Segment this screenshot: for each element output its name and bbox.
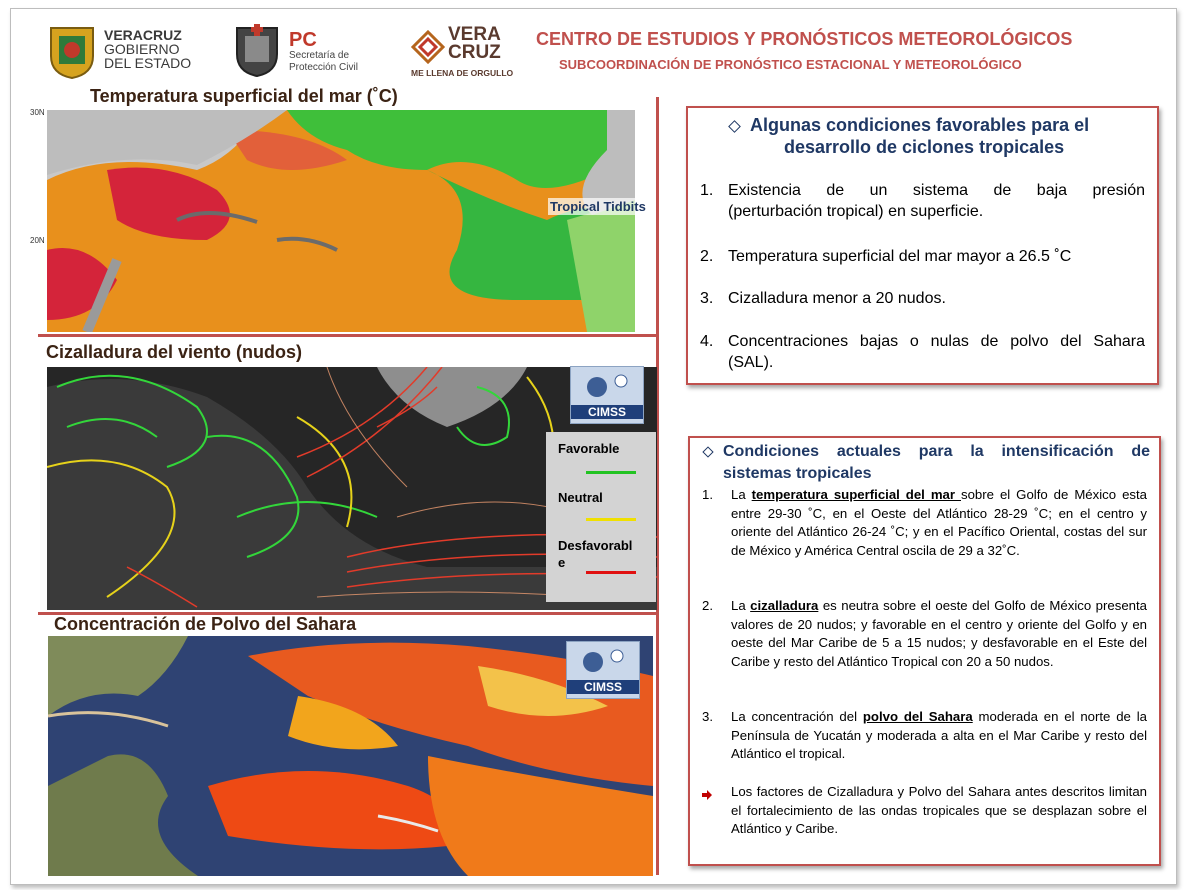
cimss-label-2: CIMSS [567, 680, 639, 694]
sst-map [47, 110, 635, 332]
cimss-logo-icon [570, 366, 644, 424]
proteccion-civil-shield-icon [231, 22, 283, 78]
logo-pc-line1: Secretaría de [289, 50, 350, 61]
page-subtitle: SUBCOORDINACIÓN DE PRONÓSTICO ESTACIONAL Y METEOROLÓGICO [559, 57, 1022, 72]
sst-section-title: Temperatura superficial del mar (˚C) [90, 86, 398, 106]
current-conditions-box [688, 436, 1161, 866]
condition-item-4-text-line2: (SAL). [728, 354, 774, 371]
condition-item-2-text: Temperatura superficial del mar mayor a 26.5 ˚C [728, 248, 1072, 265]
current-item-2-key: cizalladura [750, 598, 819, 613]
logo-vera-line1: VERA [448, 24, 501, 45]
current-item-3-text [702, 708, 1147, 764]
sst-lat-20n: 20N [30, 236, 45, 245]
condition-item-1 [700, 182, 1145, 221]
dust-section-title: Concentración de Polvo del Sahara [54, 614, 357, 634]
current-item-2 [702, 597, 1147, 671]
current-bullet-icon [702, 446, 713, 457]
current-item-1-number: 1. [702, 487, 713, 502]
legend-neutral-label: Neutral [558, 490, 603, 505]
current-item-3-number: 3. [702, 709, 713, 724]
condition-item-2-number: 2. [700, 248, 714, 265]
condition-item-3 [700, 290, 946, 308]
current-item-1-text [702, 486, 1147, 560]
conditions-title-line2: desarrollo de ciclones tropicales [784, 137, 1065, 157]
page-title: CENTRO DE ESTUDIOS Y PRONÓSTICOS METEOROLÓGICOS [536, 29, 1073, 49]
current-item-3-key: polvo del Sahara [862, 709, 973, 724]
conditions-box [686, 106, 1159, 385]
logo-pc-mark: PC [289, 29, 317, 51]
cimss-label: CIMSS [571, 405, 643, 419]
legend-unfavorable-label-cont: e [558, 555, 566, 570]
current-title-line1 [723, 443, 1150, 461]
condition-item-4 [700, 333, 1145, 372]
condition-item-1-text-line1: Existencia de un sistema de baja presión [728, 182, 1145, 199]
logo-vera-tagline: ME LLENA DE ORGULLO [411, 68, 514, 78]
condition-item-1-number: 1. [700, 182, 714, 199]
logo-veracruz-line3: DEL ESTADO [104, 55, 192, 71]
logo-pc-line2: Protección Civil [289, 62, 358, 73]
condition-item-4-number: 4. [700, 333, 714, 350]
conditions-bullet-icon [728, 120, 741, 133]
legend-favorable-swatch [586, 471, 636, 474]
current-item-2-rest: es neutra sobre el oeste del Golfo de México presenta valores de 20 nudos; y favorable en el centro y oriente del Golfo y en oeste del Mar Caribe de 5 a 15 nudos; y desfavorable en el Este del Caribe y resto del Atlántico Tropical con 20 a 50 nudos. [731, 598, 1147, 669]
veracruz-pattern-icon [411, 30, 445, 64]
condition-item-1-text-line2: (perturbación tropical) en superficie. [728, 203, 984, 220]
legend-neutral-swatch [586, 518, 636, 521]
logo-veracruz-line2: GOBIERNO [104, 41, 180, 57]
current-item-3-pre: La concentración del [731, 709, 863, 724]
conditions-title-line1: Algunas condiciones favorables para el [750, 115, 1090, 135]
logo-vera-line2: CRUZ [448, 42, 501, 63]
current-item-1-pre: La [731, 487, 752, 502]
current-item-3 [702, 708, 1147, 764]
shear-section-title: Cizalladura del viento (nudos) [46, 342, 303, 362]
logo-veracruz-line1: VERACRUZ [104, 27, 182, 43]
shear-legend [546, 432, 656, 602]
cimss-logo-icon-2 [566, 641, 640, 699]
tropical-tidbits-tag: Tropical Tidbits [550, 199, 646, 214]
current-item-2-number: 2. [702, 598, 713, 613]
sst-lat-30n: 30N [30, 108, 45, 117]
legend-unfavorable-label: Desfavorabl [558, 538, 633, 553]
current-item-1 [702, 486, 1147, 560]
arrow-right-icon [702, 787, 712, 806]
current-item-4-text: Los factores de Cizalladura y Polvo del Sahara antes descritos limitan el fortalecimiento de las ondas tropicales que se desplazan sobre el Atlántico y Caribe. [731, 784, 1147, 836]
condition-item-3-number: 3. [700, 290, 714, 307]
condition-item-3-text: Cizalladura menor a 20 nudos. [728, 290, 946, 307]
legend-favorable-label: Favorable [558, 441, 620, 456]
legend-unfavorable-swatch [586, 571, 636, 574]
condition-item-2 [700, 248, 1072, 266]
current-item-2-text [702, 597, 1147, 671]
condition-item-4-text-line1: Concentraciones bajas o nulas de polvo del Sahara [728, 333, 1145, 350]
logo-veracruz-brand-text [448, 26, 501, 62]
divider-horizontal-1 [38, 334, 658, 337]
current-item-1-rest: sobre el Golfo de México esta entre 29-30 ˚C, en el Oeste del Atlántico 28-29 ˚C; en el centro y oriente del Atlántico 26-24 ˚C; y en el Pacífico Oriental, costas del sur de México y América Central oscila de 29 a 32˚C. [731, 487, 1147, 558]
current-item-4 [702, 783, 1147, 839]
logo-veracruz-text [104, 28, 191, 70]
dust-map [48, 636, 653, 876]
current-title-line1-text: Condiciones actuales para la intensificación de [723, 443, 1150, 460]
logo-pc-text [289, 30, 358, 74]
veracruz-shield-icon [47, 22, 97, 80]
current-title-line2: sistemas tropicales [723, 465, 872, 482]
current-item-3-rest: moderada en el norte de la Península de Yucatán y moderada a alta en el Mar Caribe y resto del Atlántico el tropical. [731, 709, 1147, 761]
current-item-2-pre: La [731, 598, 751, 613]
current-item-1-key: temperatura superficial del mar [751, 487, 961, 502]
